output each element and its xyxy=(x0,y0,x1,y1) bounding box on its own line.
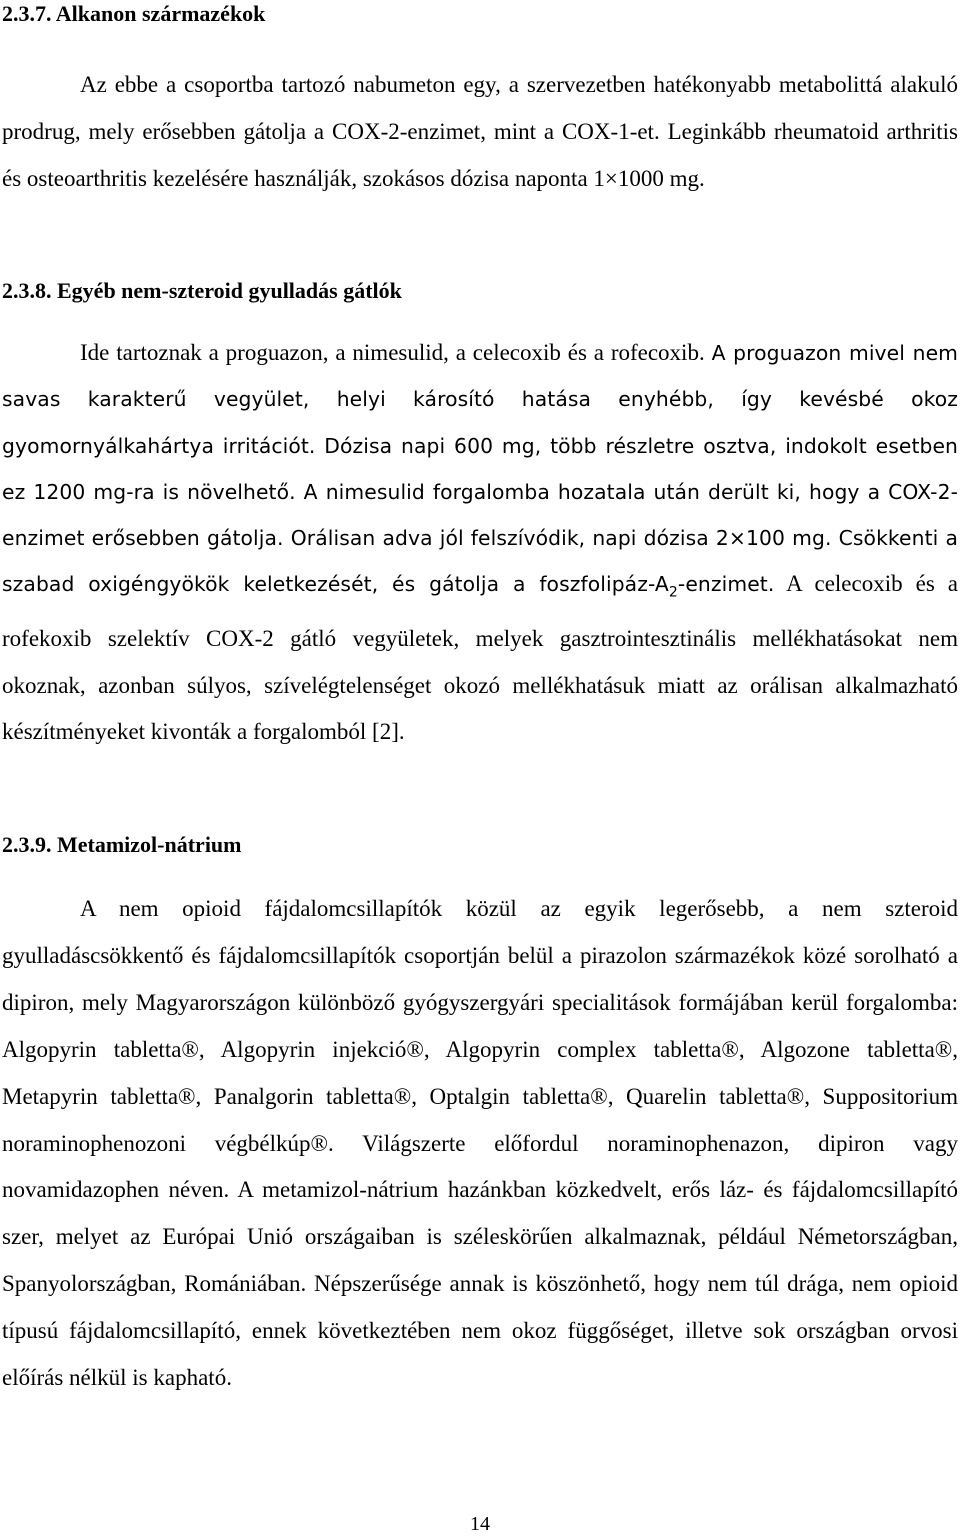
section-heading-2-3-7: 2.3.7. Alkanon származékok xyxy=(2,1,266,26)
section-paragraph-2-3-7: Az ebbe a csoportba tartozó nabumeton egy, a szervezetben hatékonyabb metabolittá alakuló prodrug, mely erősebben gátolja a COX-2-enzimet, mint a COX-1-et. Leginkább rheumatoid arthritis és osteoarthritis kezelésére használják, szokásos dózisa naponta 1×1000 mg. xyxy=(2,72,958,191)
subscript-text: 2 xyxy=(668,585,678,602)
paragraph-body-suffix: -enzimet. xyxy=(677,572,775,597)
paragraph-body-text: A proguazon mivel nem savas karakterű vegyület, helyi károsító hatása enyhébb, így kevésbé okoz gyomornyálkahártya irritációt. Dózisa napi 600 mg, több részletre osztva, indokolt esetben ez 1200 mg-ra is növelhető. A nimesulid forgalomba hozatala után derült ki, hogy a COX-2-enzimet erősebben gátolja. Orálisan adva jól felszívódik, napi dózisa 2×100 mg. Csökkenti a szabad oxigéngyökök keletkezését, és gátolja a foszfolipáz-A xyxy=(2,341,959,597)
section-paragraph-2-3-8 xyxy=(2,330,958,755)
section-heading-2-3-8: 2.3.8. Egyéb nem-szteroid gyulladás gátlók xyxy=(2,278,402,303)
section-paragraph-2-3-9: A nem opioid fájdalomcsillapítók közül az egyik legerősebb, a nem szteroid gyulladáscsökkentő és fájdalomcsillapítók csoportján belül a pirazolon származékok közé sorolható a dipiron, mely Magyarországon különböző gyógyszergyári specialitások formájában kerül forgalomba: Algopyrin tabletta®, Algopyrin injekció®, Algopyrin complex tabletta®, Algozone tabletta®, Metapyrin tabletta®, Panalgorin tabletta®, Optalgin tabletta®, Quarelin tabletta®, Suppositorium noraminophenozoni végbélkúp®. Világszerte előfordul noraminophenazon, dipiron vagy novamidazophen néven. A metamizol-nátrium hazánkban közkedvelt, erős láz- és fájdalomcsillapító szer, melyet az Európai Unió országaiban is széleskörűen alkalmaznak, például Németországban, Spanyolországban, Romániában. Népszerűsége annak is köszönhető, hogy nem túl drága, nem opioid típusú fájdalomcsillapító, ennek következtében nem okoz függőséget, illetve sok országban orvosi előírás nélkül is kapható. xyxy=(2,896,958,1391)
section-heading-2-3-9: 2.3.9. Metamizol-nátrium xyxy=(2,832,242,857)
paragraph-intro-text: Ide tartoznak a proguazon, a nimesulid, a celecoxib és a rofecoxib. xyxy=(80,340,705,365)
page-number: 14 xyxy=(470,1513,490,1535)
paragraph-tail-text: A celecoxib és a rofekoxib szelektív COX-2 gátló vegyületek, melyek gasztrointesztinális mellékhatásokat nem okoznak, azonban súlyos, szívelégtelenséget okozó mellékhatásuk miatt az orálisan alkalmazható készítményeket kivonták a forgalomból [2]. xyxy=(2,571,959,744)
